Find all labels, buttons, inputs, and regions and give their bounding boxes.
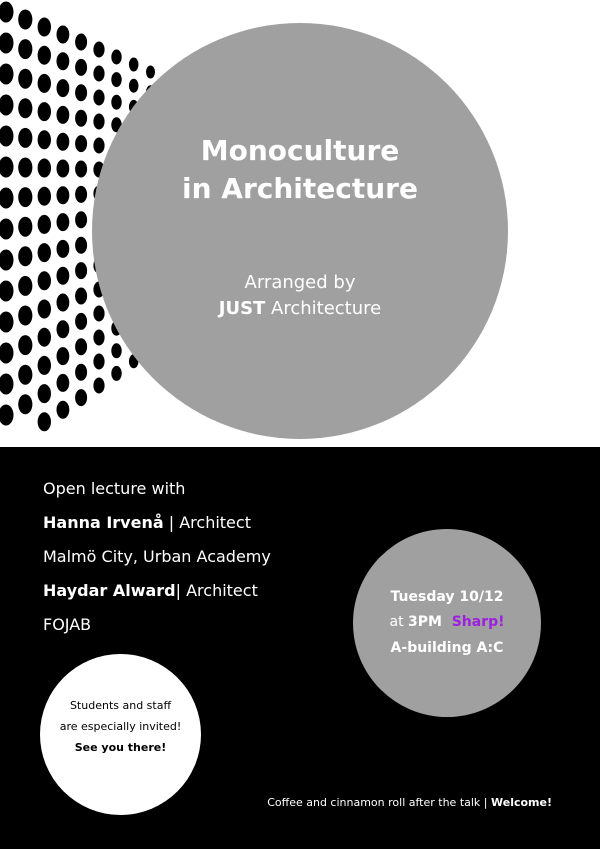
pattern-dot	[0, 219, 14, 240]
invite-line-1: Students and staff	[69, 699, 172, 712]
pattern-dot	[57, 26, 70, 44]
pattern-dot	[18, 276, 32, 296]
event-time	[353, 612, 541, 632]
pattern-dot	[18, 217, 32, 237]
pattern-dot	[75, 389, 87, 406]
pattern-dot	[93, 90, 104, 106]
pattern-dot	[146, 66, 155, 79]
pattern-dot	[18, 306, 32, 326]
pattern-dot	[93, 66, 104, 82]
footer-note	[267, 795, 552, 811]
pattern-dot	[57, 106, 70, 124]
lecture-intro: Open lecture with	[43, 479, 186, 498]
pattern-dot	[38, 130, 51, 149]
pattern-dot	[57, 160, 70, 178]
pattern-dot	[38, 74, 51, 93]
speaker-1-role: | Architect	[163, 513, 251, 532]
pattern-dot	[111, 343, 121, 358]
pattern-dot	[75, 237, 87, 254]
pattern-dot	[75, 84, 87, 101]
pattern-dot	[38, 18, 51, 37]
title-circle	[92, 23, 508, 439]
pattern-dot	[38, 215, 51, 234]
pattern-dot	[57, 186, 70, 204]
organizer	[92, 296, 508, 322]
event-time-prefix: at	[389, 614, 409, 630]
pattern-dot	[0, 405, 14, 426]
pattern-dot	[57, 401, 70, 419]
arranged-by-label: Arranged by	[244, 272, 356, 293]
title-line-2: in Architecture	[182, 172, 418, 205]
pattern-dot	[75, 135, 87, 152]
pattern-dot	[18, 187, 32, 207]
pattern-dot	[18, 98, 32, 118]
pattern-dot	[75, 59, 87, 76]
invite-line-2: are especially invited!	[59, 720, 182, 733]
pattern-dot	[93, 330, 104, 346]
pattern-dot	[0, 2, 14, 23]
pattern-dot	[38, 159, 51, 178]
pattern-dot	[57, 213, 70, 231]
pattern-dot	[38, 300, 51, 319]
speaker-2	[43, 580, 258, 602]
pattern-dot	[0, 64, 14, 85]
pattern-dot	[0, 126, 14, 147]
speaker-2-name: Haydar Alward	[43, 581, 176, 600]
pattern-dot	[0, 95, 14, 116]
event-time-emphasis: Sharp!	[451, 614, 505, 630]
footer-text: Coffee and cinnamon roll after the talk |	[267, 796, 491, 809]
pattern-dot	[38, 243, 51, 262]
pattern-dot	[75, 288, 87, 305]
pattern-dot	[111, 50, 121, 65]
speaker-1-name: Hanna Irvenå	[43, 513, 164, 532]
pattern-dot	[57, 79, 70, 97]
speaker-1-affiliation: Malmö City, Urban Academy	[43, 547, 271, 566]
speaker-2-affiliation: FOJAB	[43, 615, 92, 634]
pattern-dot	[75, 110, 87, 127]
pattern-dot	[18, 394, 32, 414]
pattern-dot	[57, 320, 70, 338]
pattern-dot	[38, 384, 51, 403]
pattern-dot	[18, 128, 32, 148]
pattern-dot	[75, 364, 87, 381]
pattern-dot	[57, 267, 70, 285]
pattern-dot	[57, 52, 70, 70]
pattern-dot	[38, 412, 51, 431]
pattern-dot	[38, 46, 51, 65]
organizer-rest: Architecture	[265, 298, 382, 319]
pattern-dot	[75, 161, 87, 178]
pattern-dot	[75, 211, 87, 228]
pattern-dot	[57, 240, 70, 258]
event-time-value: 3PM	[408, 614, 442, 630]
pattern-dot	[57, 347, 70, 365]
speaker-1	[43, 512, 251, 534]
pattern-dot	[38, 187, 51, 206]
pattern-dot	[111, 95, 121, 110]
pattern-dot	[0, 312, 14, 333]
pattern-dot	[75, 313, 87, 330]
pattern-dot	[93, 42, 104, 58]
pattern-dot	[18, 10, 32, 30]
pattern-dot	[18, 246, 32, 266]
pattern-dot	[93, 378, 104, 394]
pattern-dot	[57, 374, 70, 392]
pattern-dot	[0, 374, 14, 395]
pattern-dot	[111, 72, 121, 87]
pattern-dot	[93, 114, 104, 130]
pattern-dot	[0, 250, 14, 271]
pattern-dot	[129, 79, 139, 93]
pattern-dot	[0, 188, 14, 209]
invite-line-3: See you there!	[74, 741, 167, 754]
pattern-dot	[57, 294, 70, 312]
pattern-dot	[129, 58, 139, 72]
pattern-dot	[0, 157, 14, 178]
event-date: Tuesday 10/12	[390, 589, 504, 605]
pattern-dot	[18, 158, 32, 178]
pattern-dot	[18, 39, 32, 59]
event-title	[92, 132, 508, 208]
speaker-2-role: | Architect	[175, 581, 258, 600]
pattern-dot	[93, 354, 104, 370]
arranged-by	[92, 270, 508, 322]
pattern-dot	[38, 102, 51, 121]
pattern-dot	[0, 281, 14, 302]
organizer-bold: JUST	[218, 298, 266, 319]
pattern-dot	[18, 335, 32, 355]
pattern-dot	[75, 34, 87, 51]
pattern-dot	[111, 366, 121, 381]
pattern-dot	[75, 262, 87, 279]
pattern-dot	[18, 365, 32, 385]
title-line-1: Monoculture	[200, 134, 400, 167]
pattern-dot	[0, 343, 14, 364]
pattern-dot	[38, 328, 51, 347]
pattern-dot	[18, 69, 32, 89]
pattern-dot	[57, 133, 70, 151]
pattern-dot	[0, 33, 14, 54]
pattern-dot	[75, 186, 87, 203]
footer-welcome: Welcome!	[491, 796, 552, 809]
pattern-dot	[38, 271, 51, 290]
event-location: A-building A:C	[390, 640, 504, 656]
pattern-dot	[75, 338, 87, 355]
pattern-dot	[38, 356, 51, 375]
